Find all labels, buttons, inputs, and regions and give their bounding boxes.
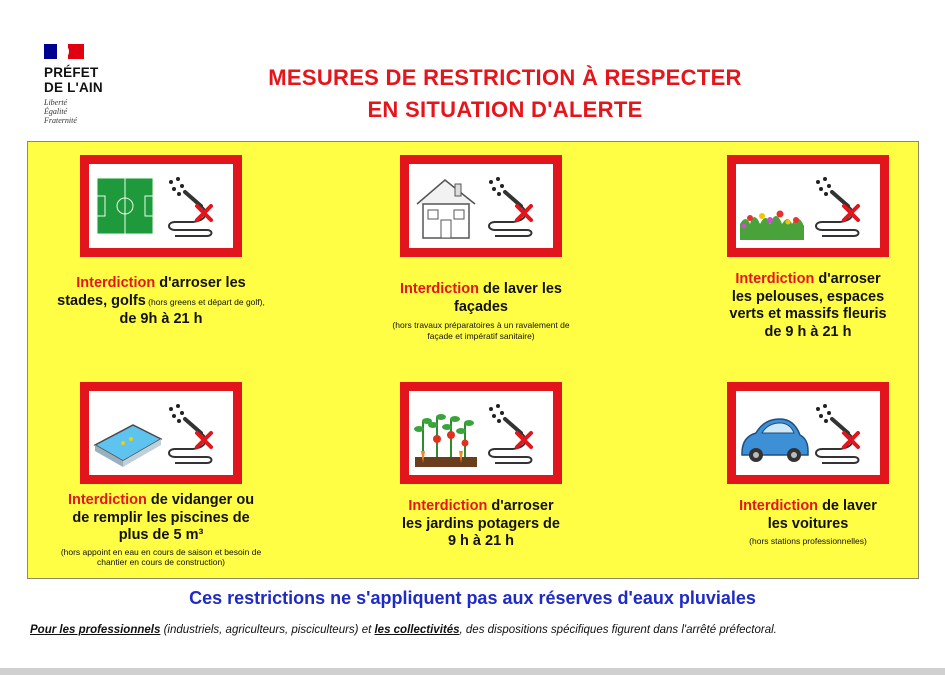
restriction-pictogram [727, 155, 889, 257]
restriction-card-pelouses [678, 155, 938, 341]
restriction-card-voitures [678, 382, 938, 547]
restriction-card-piscines [31, 382, 291, 568]
flowerbed-icon [736, 164, 880, 248]
restriction-pictogram [727, 382, 889, 484]
french-flag-icon [44, 44, 84, 59]
restriction-pictogram [80, 382, 242, 484]
prefecture-logo [44, 44, 134, 125]
restriction-card-potagers [351, 382, 611, 551]
restriction-caption: Interdiction d'arroser les jardins potagers de 9 h à 21 h [402, 498, 560, 549]
footnote: Pour les professionnels (industriels, agriculteurs, pisciculteurs) et les collectivités, des dispositions spécifiques figurent dans l'arrêté préfectoral. [30, 624, 777, 636]
restriction-caption: Interdiction d'arroser les pelouses, espaces verts et massifs fleuris de 9 h à 21 h [729, 271, 887, 340]
restriction-note: (hors stations professionnelles) [749, 536, 867, 546]
restriction-caption: Interdiction d'arroser les stades, golfs (hors greens et départ de golf), de 9h à 21 h [57, 275, 265, 327]
restriction-caption: Interdiction de vidanger ou de remplir les piscines de plus de 5 m³ [67, 492, 255, 543]
restriction-card-facades [351, 155, 611, 341]
restriction-pictogram [400, 382, 562, 484]
restriction-note: (hors appoint en eau en cours de saison et besoin de chantier en cours de construction) [60, 546, 262, 567]
swimming-pool-icon [89, 391, 233, 475]
restriction-pictogram [80, 155, 242, 257]
vegetable-garden-icon [409, 391, 553, 475]
restriction-note: (hors travaux préparatoires à un ravalement de façade et impératif sanitaire) [392, 320, 570, 341]
restriction-caption: Interdiction de laver les voitures [739, 498, 877, 532]
football-field-icon [89, 164, 233, 248]
restriction-pictogram [400, 155, 562, 257]
restrictions-panel [27, 141, 919, 579]
republic-motto: Liberté Égalité Fraternité [44, 98, 77, 125]
page-title: MESURES DE RESTRICTION À RESPECTER EN SITUATION D'ALERTE [268, 65, 742, 122]
restriction-card-stades [31, 155, 291, 329]
rainwater-exception: Ces restrictions ne s'appliquent pas aux réserves d'eaux pluviales [189, 588, 756, 608]
car-icon [736, 391, 880, 475]
page-bottom-edge [0, 668, 945, 675]
restriction-caption: Interdiction de laver les façades [400, 281, 562, 315]
prefecture-name: PRÉFET DE L'AIN [44, 65, 103, 95]
house-icon [409, 164, 553, 248]
